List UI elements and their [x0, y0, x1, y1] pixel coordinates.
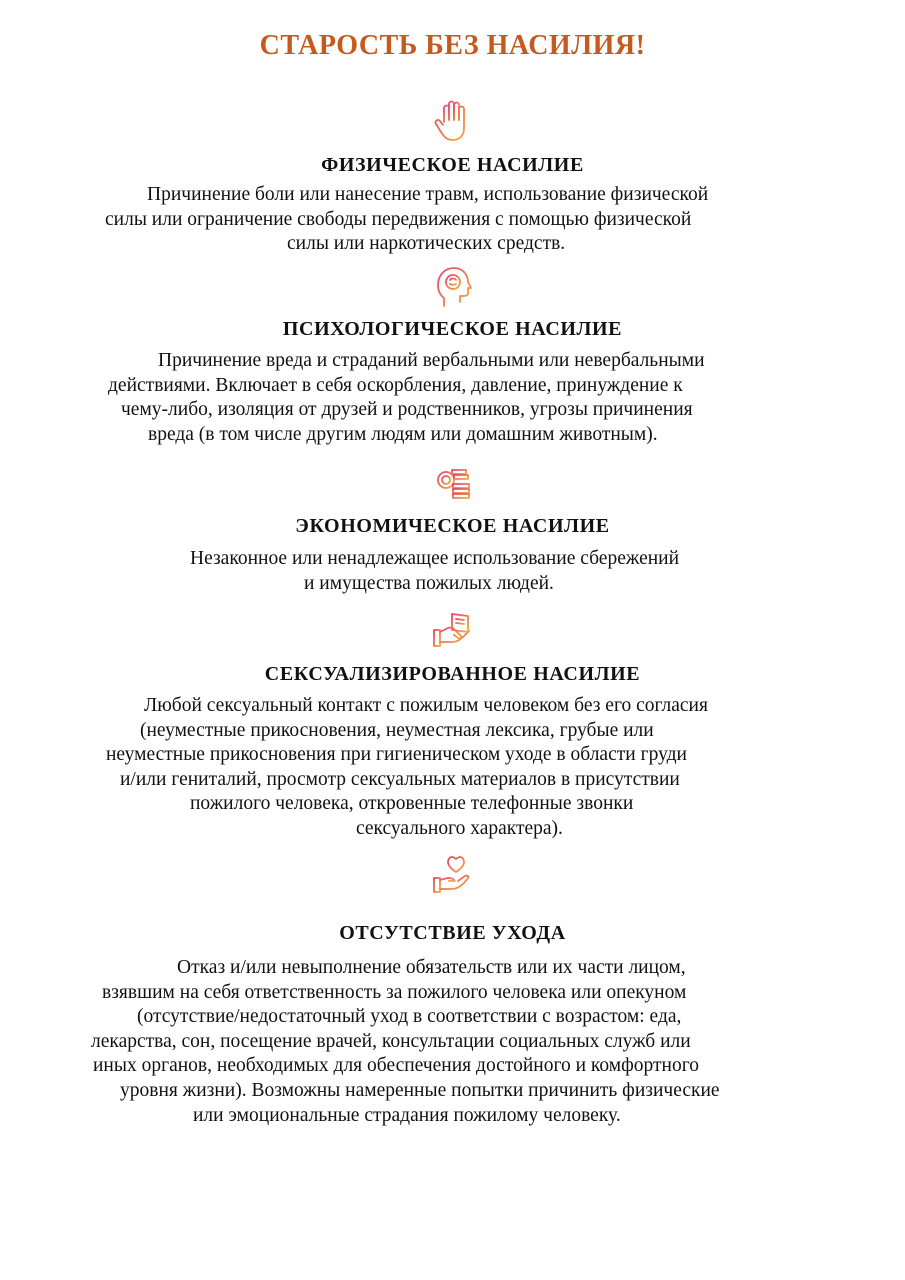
section-text-neglect — [91, 956, 720, 1128]
text-line: действиями. Включает в себя оскорбления, давление, принуждение к — [108, 374, 683, 396]
section-text-economic — [190, 547, 679, 596]
text-line: сексуального характера). — [356, 817, 563, 839]
hand-touch-icon — [422, 606, 482, 654]
text-line: лекарства, сон, посещение врачей, консультации социальных служб или — [91, 1030, 691, 1052]
section-heading-psychological: ПСИХОЛОГИЧЕСКОЕ НАСИЛИЕ — [282, 318, 623, 340]
text-line: силы или ограничение свободы передвижения с помощью физической — [105, 208, 692, 230]
text-line: (отсутствие/недостаточный уход в соответствии с возрастом: еда, — [137, 1006, 682, 1028]
text-line: или эмоциональные страдания пожилому человеку. — [193, 1104, 621, 1126]
section-heading-economic: ЭКОНОМИЧЕСКОЕ НАСИЛИЕ — [295, 515, 610, 537]
page-title: СТАРОСТЬ БЕЗ НАСИЛИЯ! — [259, 30, 646, 61]
text-line: чему-либо, изоляция от друзей и родственников, угрозы причинения — [121, 399, 693, 421]
coins-icon — [422, 458, 482, 506]
text-line: и имущества пожилых людей. — [304, 572, 554, 594]
text-line: (неуместные прикосновения, неуместная лексика, грубые или — [140, 719, 654, 741]
text-line: уровня жизни). Возможны намеренные попытки причинить физические — [120, 1079, 720, 1101]
text-line: вреда (в том числе другим людям или домашним животным). — [148, 423, 658, 445]
raised-hand-icon — [422, 98, 482, 146]
section-heading-physical: ФИЗИЧЕСКОЕ НАСИЛИЕ — [321, 154, 584, 176]
text-line: и/или гениталий, просмотр сексуальных материалов в присутствии — [120, 768, 680, 790]
text-line: Отказ и/или невыполнение обязательств или их части лицом, — [177, 957, 686, 978]
section-heading-neglect: ОТСУТСТВИЕ УХОДА — [339, 922, 566, 944]
head-brain-icon — [422, 262, 482, 310]
text-line: Причинение вреда и страданий вербальными или невербальными — [158, 350, 705, 371]
text-line: взявшим на себя ответственность за пожилого человека или опекуном — [102, 981, 687, 1003]
text-line: иных органов, необходимых для обеспечения достойного и комфортного — [93, 1055, 699, 1077]
text-line: Причинение боли или нанесение травм, использование физической — [147, 184, 709, 205]
section-text-psychological — [108, 349, 705, 447]
heart-in-hand-icon — [422, 852, 482, 900]
text-line: пожилого человека, откровенные телефонные звонки — [190, 793, 634, 815]
section-text-physical — [105, 183, 708, 257]
section-text-sexual — [106, 694, 708, 842]
section-heading-sexual: СЕКСУАЛИЗИРОВАННОЕ НАСИЛИЕ — [264, 663, 641, 685]
text-line: Любой сексуальный контакт с пожилым человеком без его согласия — [144, 695, 708, 716]
text-line: неуместные прикосновения при гигиеническом уходе в области груди — [106, 744, 687, 766]
text-line: Незаконное или ненадлежащее использование сбережений — [190, 548, 680, 569]
text-line: силы или наркотических средств. — [287, 233, 566, 255]
